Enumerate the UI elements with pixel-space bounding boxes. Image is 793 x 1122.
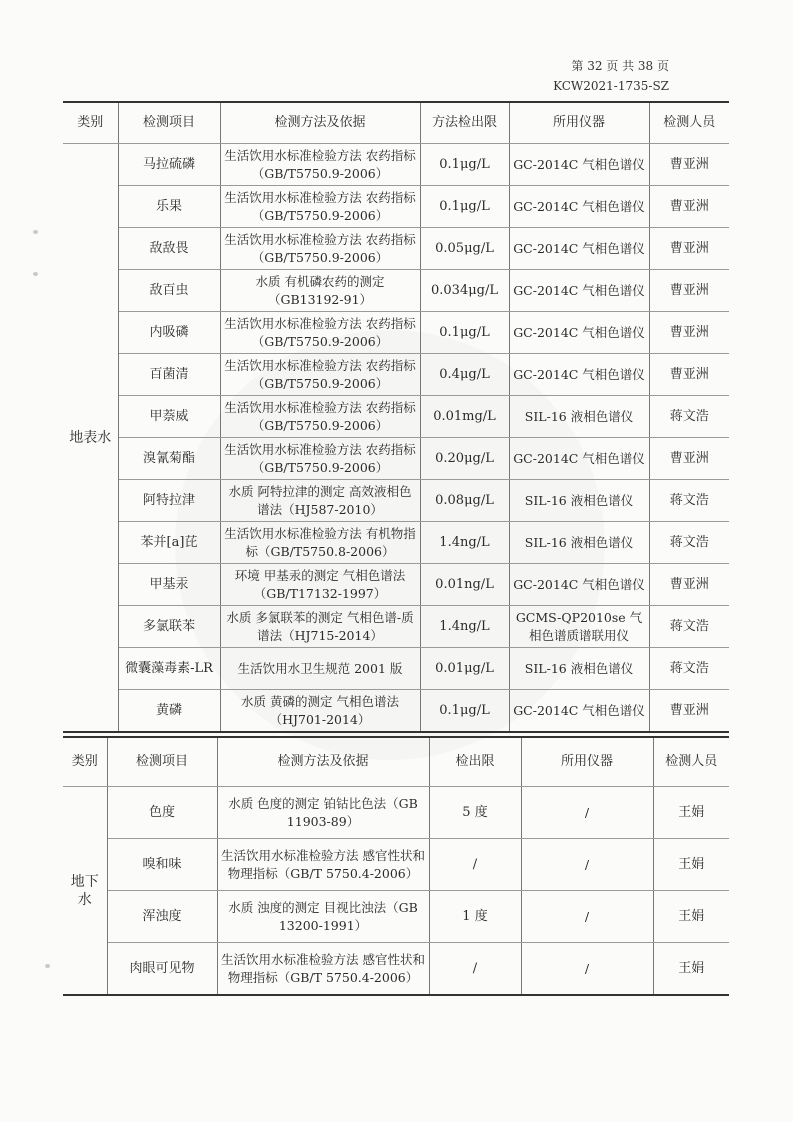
instrument-cell: GC-2014C 气相色谱仪 [509,690,649,733]
item-cell: 苯并[a]芘 [118,522,220,564]
limit-cell: 0.1μg/L [420,186,509,228]
header-person: 检测人员 [653,737,729,787]
person-cell: 曹亚洲 [649,144,729,186]
limit-cell: / [429,839,521,891]
limit-cell: 1.4ng/L [420,522,509,564]
limit-cell: 1 度 [429,891,521,943]
table-row [63,144,729,186]
page-number: 第 32 页 共 38 页 [571,59,669,73]
table-row [63,891,729,943]
table-row [63,312,729,354]
person-cell: 王娟 [653,891,729,943]
category-cell: 地表水 [63,144,118,733]
table-row [63,228,729,270]
person-cell: 蒋文浩 [649,396,729,438]
surface-water-table [63,101,729,733]
table-row [63,787,729,839]
instrument-cell: / [521,891,653,943]
item-cell: 嗅和味 [107,839,217,891]
person-cell: 曹亚洲 [649,186,729,228]
method-cell: 水质 色度的测定 铂钴比色法（GB 11903-89） [217,787,429,839]
table-row [63,186,729,228]
header-instrument: 所用仪器 [521,737,653,787]
item-cell: 百菌清 [118,354,220,396]
table-row [63,522,729,564]
header-limit: 检出限 [429,737,521,787]
scan-speck [45,964,50,968]
item-cell: 甲基汞 [118,564,220,606]
instrument-cell: / [521,787,653,839]
limit-cell: / [429,943,521,996]
item-cell: 浑浊度 [107,891,217,943]
person-cell: 蒋文浩 [649,480,729,522]
person-cell: 曹亚洲 [649,690,729,733]
header-category: 类别 [63,102,118,144]
method-cell: 水质 有机磷农药的测定（GB13192-91） [220,270,420,312]
item-cell: 内吸磷 [118,312,220,354]
header-category: 类别 [63,737,107,787]
instrument-cell: GC-2014C 气相色谱仪 [509,186,649,228]
limit-cell: 1.4ng/L [420,606,509,648]
table-row [63,480,729,522]
table-row [63,354,729,396]
table-header-row [63,102,729,144]
method-cell: 生活饮用水标准检验方法 农药指标（GB/T5750.9-2006） [220,354,420,396]
instrument-cell: SIL-16 液相色谱仪 [509,522,649,564]
item-cell: 敌敌畏 [118,228,220,270]
method-cell: 生活饮用水标准检验方法 有机物指标（GB/T5750.8-2006） [220,522,420,564]
scan-speck [33,272,38,276]
method-cell: 生活饮用水标准检验方法 农药指标（GB/T5750.9-2006） [220,396,420,438]
limit-cell: 0.034μg/L [420,270,509,312]
item-cell: 乐果 [118,186,220,228]
item-cell: 多氯联苯 [118,606,220,648]
table-row [63,839,729,891]
instrument-cell: GC-2014C 气相色谱仪 [509,144,649,186]
method-cell: 生活饮用水标准检验方法 感官性状和物理指标（GB/T 5750.4-2006） [217,839,429,891]
method-cell: 生活饮用水标准检验方法 农药指标（GB/T5750.9-2006） [220,186,420,228]
header-method: 检测方法及依据 [220,102,420,144]
header-item: 检测项目 [107,737,217,787]
method-cell: 生活饮用水标准检验方法 农药指标（GB/T5750.9-2006） [220,438,420,480]
limit-cell: 0.08μg/L [420,480,509,522]
method-cell: 水质 阿特拉津的测定 高效液相色谱法（HJ587-2010） [220,480,420,522]
method-cell: 生活饮用水标准检验方法 农药指标（GB/T5750.9-2006） [220,312,420,354]
header-person: 检测人员 [649,102,729,144]
limit-cell: 0.1μg/L [420,312,509,354]
item-cell: 微囊藻毒素-LR [118,648,220,690]
item-cell: 溴氰菊酯 [118,438,220,480]
limit-cell: 0.1μg/L [420,144,509,186]
table-row [63,690,729,733]
person-cell: 曹亚洲 [649,354,729,396]
item-cell: 黄磷 [118,690,220,733]
header-item: 检测项目 [118,102,220,144]
groundwater-table [63,736,729,996]
limit-cell: 5 度 [429,787,521,839]
method-cell: 环境 甲基汞的测定 气相色谱法（GB/T17132-1997） [220,564,420,606]
person-cell: 曹亚洲 [649,228,729,270]
method-cell: 水质 黄磷的测定 气相色谱法（HJ701-2014） [220,690,420,733]
table-row [63,648,729,690]
instrument-cell: GC-2014C 气相色谱仪 [509,438,649,480]
table-header-row [63,737,729,787]
instrument-cell: SIL-16 液相色谱仪 [509,648,649,690]
page-header [553,56,669,96]
table-row [63,396,729,438]
item-cell: 色度 [107,787,217,839]
limit-cell: 0.1μg/L [420,690,509,733]
person-cell: 王娟 [653,839,729,891]
instrument-cell: GC-2014C 气相色谱仪 [509,312,649,354]
person-cell: 王娟 [653,787,729,839]
method-cell: 水质 浊度的测定 目视比浊法（GB 13200-1991） [217,891,429,943]
table-row [63,438,729,480]
person-cell: 王娟 [653,943,729,996]
limit-cell: 0.4μg/L [420,354,509,396]
item-cell: 阿特拉津 [118,480,220,522]
person-cell: 曹亚洲 [649,312,729,354]
person-cell: 曹亚洲 [649,270,729,312]
limit-cell: 0.20μg/L [420,438,509,480]
header-limit: 方法检出限 [420,102,509,144]
person-cell: 曹亚洲 [649,564,729,606]
method-cell: 生活饮用水标准检验方法 农药指标（GB/T5750.9-2006） [220,228,420,270]
method-cell: 水质 多氯联苯的测定 气相色谱-质谱法（HJ715-2014） [220,606,420,648]
scan-speck [33,230,38,234]
instrument-cell: GC-2014C 气相色谱仪 [509,354,649,396]
person-cell: 蒋文浩 [649,648,729,690]
person-cell: 蒋文浩 [649,606,729,648]
instrument-cell: / [521,839,653,891]
instrument-cell: / [521,943,653,996]
table-row [63,270,729,312]
method-cell: 生活饮用水标准检验方法 感官性状和物理指标（GB/T 5750.4-2006） [217,943,429,996]
instrument-cell: GC-2014C 气相色谱仪 [509,270,649,312]
limit-cell: 0.01mg/L [420,396,509,438]
person-cell: 蒋文浩 [649,522,729,564]
item-cell: 敌百虫 [118,270,220,312]
instrument-cell: SIL-16 液相色谱仪 [509,480,649,522]
item-cell: 肉眼可见物 [107,943,217,996]
header-method: 检测方法及依据 [217,737,429,787]
limit-cell: 0.01ng/L [420,564,509,606]
table-row [63,943,729,996]
category-cell: 地下水 [63,787,107,996]
method-cell: 生活饮用水标准检验方法 农药指标（GB/T5750.9-2006） [220,144,420,186]
instrument-cell: GCMS-QP2010se 气相色谱质谱联用仪 [509,606,649,648]
table-row [63,564,729,606]
instrument-cell: GC-2014C 气相色谱仪 [509,228,649,270]
limit-cell: 0.05μg/L [420,228,509,270]
limit-cell: 0.01μg/L [420,648,509,690]
person-cell: 曹亚洲 [649,438,729,480]
table-row [63,606,729,648]
report-number: KCW2021-1735-SZ [553,79,669,93]
instrument-cell: GC-2014C 气相色谱仪 [509,564,649,606]
header-instrument: 所用仪器 [509,102,649,144]
instrument-cell: SIL-16 液相色谱仪 [509,396,649,438]
method-cell: 生活饮用水卫生规范 2001 版 [220,648,420,690]
item-cell: 马拉硫磷 [118,144,220,186]
item-cell: 甲萘威 [118,396,220,438]
